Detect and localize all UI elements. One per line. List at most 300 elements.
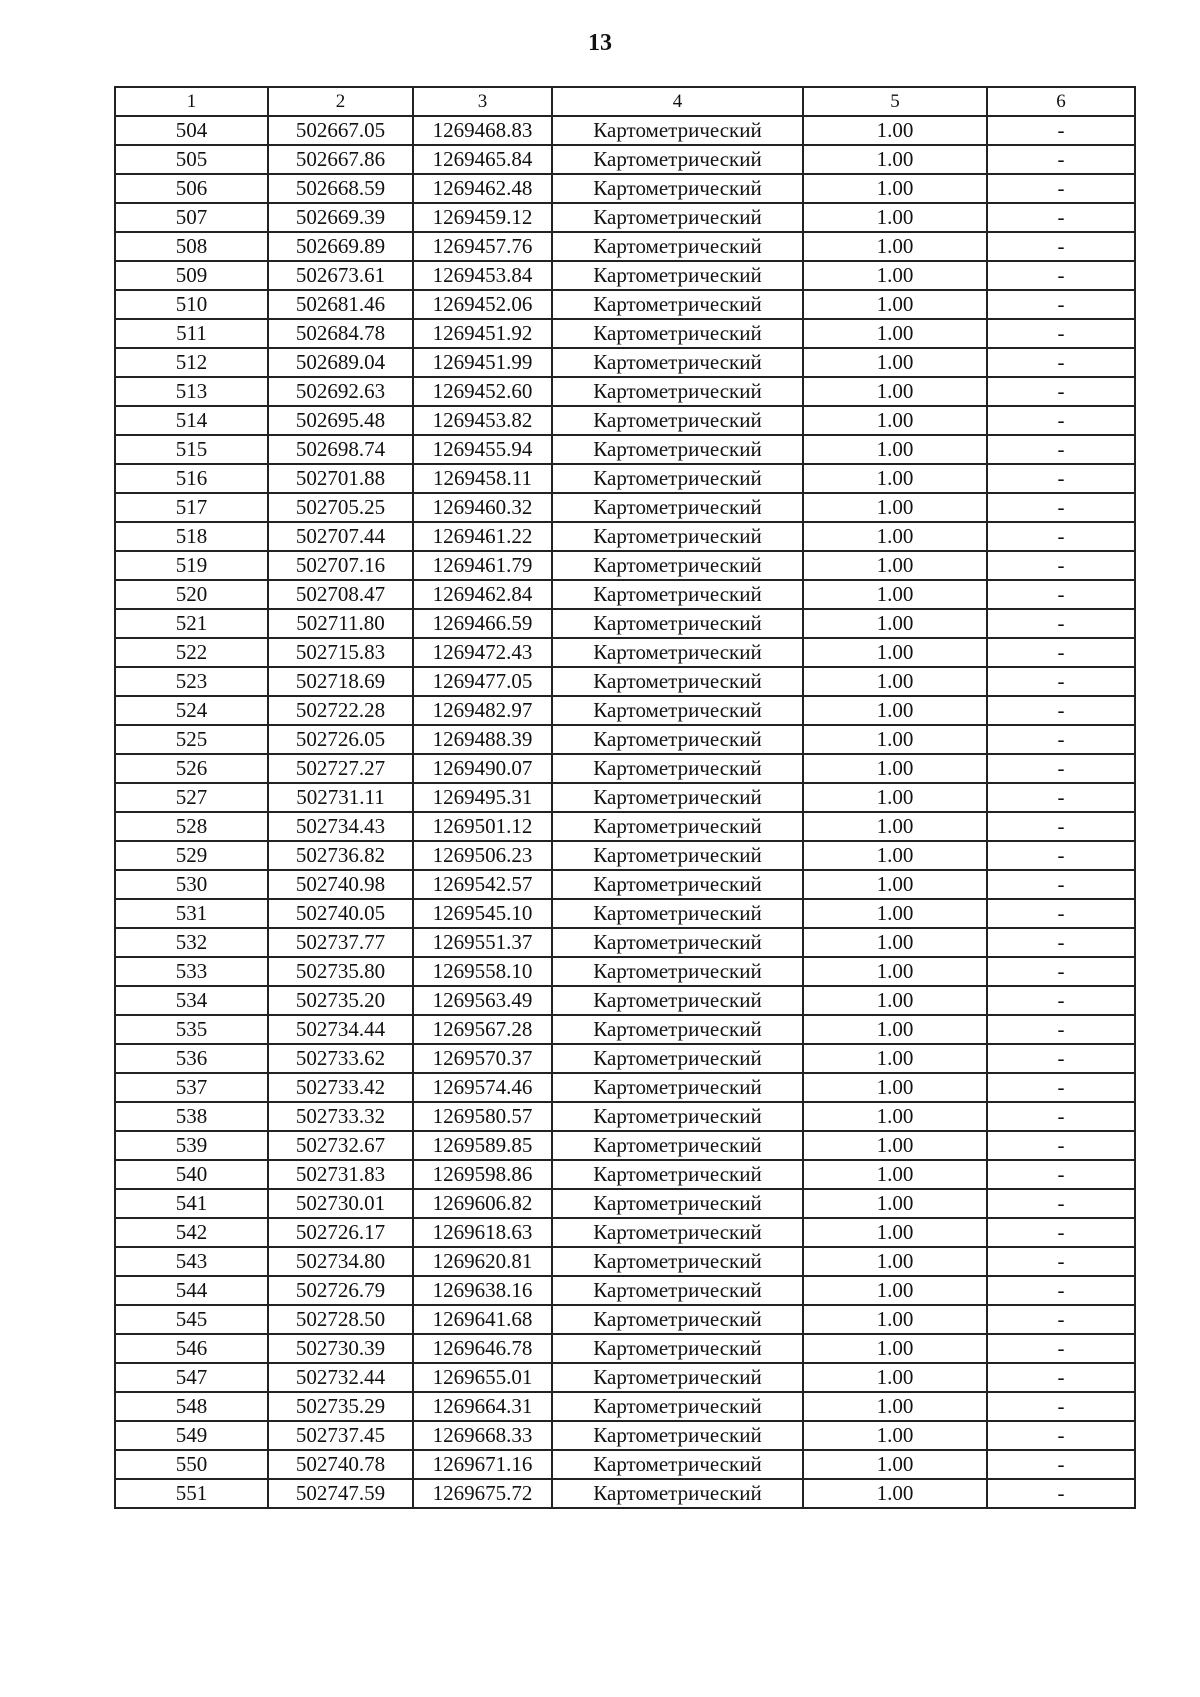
table-row: [115, 174, 1135, 203]
y-coordinate-cell: 1269641.68: [413, 1305, 552, 1334]
point-number-cell: 505: [115, 145, 268, 174]
note-cell: -: [987, 377, 1135, 406]
point-number-cell: 523: [115, 667, 268, 696]
note-cell: -: [987, 957, 1135, 986]
y-coordinate-cell: 1269675.72: [413, 1479, 552, 1508]
note-cell: -: [987, 1334, 1135, 1363]
y-coordinate-cell: 1269457.76: [413, 232, 552, 261]
method-cell: Картометрический: [552, 899, 803, 928]
x-coordinate-cell: 502735.80: [268, 957, 413, 986]
y-coordinate-cell: 1269668.33: [413, 1421, 552, 1450]
method-cell: Картометрический: [552, 1392, 803, 1421]
accuracy-cell: 1.00: [803, 725, 987, 754]
x-coordinate-cell: 502728.50: [268, 1305, 413, 1334]
method-cell: Картометрический: [552, 667, 803, 696]
accuracy-cell: 1.00: [803, 1421, 987, 1450]
x-coordinate-cell: 502673.61: [268, 261, 413, 290]
y-coordinate-cell: 1269563.49: [413, 986, 552, 1015]
y-coordinate-cell: 1269664.31: [413, 1392, 552, 1421]
y-coordinate-cell: 1269451.92: [413, 319, 552, 348]
table-row: [115, 319, 1135, 348]
accuracy-cell: 1.00: [803, 1102, 987, 1131]
table-row: [115, 1247, 1135, 1276]
x-coordinate-cell: 502708.47: [268, 580, 413, 609]
y-coordinate-cell: 1269472.43: [413, 638, 552, 667]
point-number-cell: 533: [115, 957, 268, 986]
y-coordinate-cell: 1269460.32: [413, 493, 552, 522]
x-coordinate-cell: 502689.04: [268, 348, 413, 377]
note-cell: -: [987, 522, 1135, 551]
y-coordinate-cell: 1269466.59: [413, 609, 552, 638]
table-row: [115, 261, 1135, 290]
accuracy-cell: 1.00: [803, 493, 987, 522]
table-row: [115, 986, 1135, 1015]
x-coordinate-cell: 502726.79: [268, 1276, 413, 1305]
note-cell: -: [987, 145, 1135, 174]
note-cell: -: [987, 899, 1135, 928]
y-coordinate-cell: 1269488.39: [413, 725, 552, 754]
point-number-cell: 541: [115, 1189, 268, 1218]
point-number-cell: 524: [115, 696, 268, 725]
table-row: [115, 870, 1135, 899]
note-cell: -: [987, 174, 1135, 203]
note-cell: -: [987, 638, 1135, 667]
y-coordinate-cell: 1269558.10: [413, 957, 552, 986]
x-coordinate-cell: 502667.05: [268, 116, 413, 145]
method-cell: Картометрический: [552, 377, 803, 406]
accuracy-cell: 1.00: [803, 986, 987, 1015]
accuracy-cell: 1.00: [803, 1479, 987, 1508]
x-coordinate-cell: 502733.42: [268, 1073, 413, 1102]
point-number-cell: 512: [115, 348, 268, 377]
accuracy-cell: 1.00: [803, 174, 987, 203]
y-coordinate-cell: 1269655.01: [413, 1363, 552, 1392]
table-row: [115, 232, 1135, 261]
y-coordinate-cell: 1269638.16: [413, 1276, 552, 1305]
y-coordinate-cell: 1269495.31: [413, 783, 552, 812]
y-coordinate-cell: 1269490.07: [413, 754, 552, 783]
y-coordinate-cell: 1269455.94: [413, 435, 552, 464]
y-coordinate-cell: 1269462.48: [413, 174, 552, 203]
point-number-cell: 525: [115, 725, 268, 754]
x-coordinate-cell: 502684.78: [268, 319, 413, 348]
x-coordinate-cell: 502732.67: [268, 1131, 413, 1160]
note-cell: -: [987, 1421, 1135, 1450]
accuracy-cell: 1.00: [803, 899, 987, 928]
table-row: [115, 551, 1135, 580]
method-cell: Картометрический: [552, 348, 803, 377]
note-cell: -: [987, 1160, 1135, 1189]
note-cell: -: [987, 1073, 1135, 1102]
accuracy-cell: 1.00: [803, 928, 987, 957]
note-cell: -: [987, 754, 1135, 783]
accuracy-cell: 1.00: [803, 319, 987, 348]
accuracy-cell: 1.00: [803, 1392, 987, 1421]
accuracy-cell: 1.00: [803, 116, 987, 145]
point-number-cell: 551: [115, 1479, 268, 1508]
method-cell: Картометрический: [552, 1247, 803, 1276]
point-number-cell: 522: [115, 638, 268, 667]
x-coordinate-cell: 502727.27: [268, 754, 413, 783]
x-coordinate-cell: 502734.80: [268, 1247, 413, 1276]
point-number-cell: 507: [115, 203, 268, 232]
table-row: [115, 928, 1135, 957]
x-coordinate-cell: 502692.63: [268, 377, 413, 406]
note-cell: -: [987, 870, 1135, 899]
table-row: [115, 638, 1135, 667]
table-row: [115, 609, 1135, 638]
table-row: [115, 1363, 1135, 1392]
point-number-cell: 530: [115, 870, 268, 899]
x-coordinate-cell: 502707.16: [268, 551, 413, 580]
y-coordinate-cell: 1269606.82: [413, 1189, 552, 1218]
y-coordinate-cell: 1269506.23: [413, 841, 552, 870]
method-cell: Картометрический: [552, 1479, 803, 1508]
table-row: [115, 1450, 1135, 1479]
x-coordinate-cell: 502701.88: [268, 464, 413, 493]
point-number-cell: 517: [115, 493, 268, 522]
table-row: [115, 957, 1135, 986]
y-coordinate-cell: 1269589.85: [413, 1131, 552, 1160]
method-cell: Картометрический: [552, 986, 803, 1015]
accuracy-cell: 1.00: [803, 783, 987, 812]
column-header: 4: [552, 87, 803, 116]
x-coordinate-cell: 502737.77: [268, 928, 413, 957]
accuracy-cell: 1.00: [803, 1450, 987, 1479]
accuracy-cell: 1.00: [803, 377, 987, 406]
point-number-cell: 532: [115, 928, 268, 957]
note-cell: -: [987, 928, 1135, 957]
table-row: [115, 145, 1135, 174]
point-number-cell: 513: [115, 377, 268, 406]
x-coordinate-cell: 502734.44: [268, 1015, 413, 1044]
table-row: [115, 841, 1135, 870]
x-coordinate-cell: 502730.39: [268, 1334, 413, 1363]
x-coordinate-cell: 502722.28: [268, 696, 413, 725]
note-cell: -: [987, 1392, 1135, 1421]
x-coordinate-cell: 502669.89: [268, 232, 413, 261]
method-cell: Картометрический: [552, 493, 803, 522]
point-number-cell: 536: [115, 1044, 268, 1073]
table-row: [115, 116, 1135, 145]
method-cell: Картометрический: [552, 754, 803, 783]
accuracy-cell: 1.00: [803, 754, 987, 783]
table-row: [115, 1073, 1135, 1102]
note-cell: -: [987, 1305, 1135, 1334]
accuracy-cell: 1.00: [803, 667, 987, 696]
y-coordinate-cell: 1269452.06: [413, 290, 552, 319]
accuracy-cell: 1.00: [803, 145, 987, 174]
accuracy-cell: 1.00: [803, 1131, 987, 1160]
table-row: [115, 1189, 1135, 1218]
method-cell: Картометрический: [552, 551, 803, 580]
method-cell: Картометрический: [552, 1218, 803, 1247]
table-row: [115, 1015, 1135, 1044]
method-cell: Картометрический: [552, 1450, 803, 1479]
x-coordinate-cell: 502681.46: [268, 290, 413, 319]
method-cell: Картометрический: [552, 1102, 803, 1131]
point-number-cell: 548: [115, 1392, 268, 1421]
point-number-cell: 545: [115, 1305, 268, 1334]
x-coordinate-cell: 502695.48: [268, 406, 413, 435]
accuracy-cell: 1.00: [803, 696, 987, 725]
y-coordinate-cell: 1269468.83: [413, 116, 552, 145]
table-row: [115, 464, 1135, 493]
x-coordinate-cell: 502726.05: [268, 725, 413, 754]
x-coordinate-cell: 502730.01: [268, 1189, 413, 1218]
y-coordinate-cell: 1269551.37: [413, 928, 552, 957]
point-number-cell: 520: [115, 580, 268, 609]
note-cell: -: [987, 1247, 1135, 1276]
table-row: [115, 377, 1135, 406]
accuracy-cell: 1.00: [803, 348, 987, 377]
method-cell: Картометрический: [552, 174, 803, 203]
table-row: [115, 1131, 1135, 1160]
method-cell: Картометрический: [552, 1305, 803, 1334]
table-row: [115, 522, 1135, 551]
table-row: [115, 203, 1135, 232]
x-coordinate-cell: 502740.78: [268, 1450, 413, 1479]
point-number-cell: 518: [115, 522, 268, 551]
method-cell: Картометрический: [552, 580, 803, 609]
table-header-row: [115, 87, 1135, 116]
method-cell: Картометрический: [552, 1334, 803, 1363]
accuracy-cell: 1.00: [803, 870, 987, 899]
y-coordinate-cell: 1269567.28: [413, 1015, 552, 1044]
method-cell: Картометрический: [552, 290, 803, 319]
y-coordinate-cell: 1269451.99: [413, 348, 552, 377]
table-row: [115, 783, 1135, 812]
y-coordinate-cell: 1269461.79: [413, 551, 552, 580]
column-header: 5: [803, 87, 987, 116]
x-coordinate-cell: 502667.86: [268, 145, 413, 174]
table-row: [115, 580, 1135, 609]
y-coordinate-cell: 1269461.22: [413, 522, 552, 551]
table-row: [115, 1276, 1135, 1305]
note-cell: -: [987, 1479, 1135, 1508]
method-cell: Картометрический: [552, 783, 803, 812]
point-number-cell: 543: [115, 1247, 268, 1276]
y-coordinate-cell: 1269452.60: [413, 377, 552, 406]
method-cell: Картометрический: [552, 1073, 803, 1102]
column-header: 1: [115, 87, 268, 116]
point-number-cell: 511: [115, 319, 268, 348]
note-cell: -: [987, 232, 1135, 261]
method-cell: Картометрический: [552, 957, 803, 986]
x-coordinate-cell: 502747.59: [268, 1479, 413, 1508]
point-number-cell: 546: [115, 1334, 268, 1363]
method-cell: Картометрический: [552, 522, 803, 551]
table-row: [115, 406, 1135, 435]
table-row: [115, 493, 1135, 522]
x-coordinate-cell: 502726.17: [268, 1218, 413, 1247]
accuracy-cell: 1.00: [803, 609, 987, 638]
method-cell: Картометрический: [552, 1276, 803, 1305]
note-cell: -: [987, 493, 1135, 522]
point-number-cell: 527: [115, 783, 268, 812]
table-row: [115, 435, 1135, 464]
accuracy-cell: 1.00: [803, 1218, 987, 1247]
note-cell: -: [987, 319, 1135, 348]
method-cell: Картометрический: [552, 1363, 803, 1392]
accuracy-cell: 1.00: [803, 406, 987, 435]
table-row: [115, 725, 1135, 754]
method-cell: Картометрический: [552, 725, 803, 754]
y-coordinate-cell: 1269618.63: [413, 1218, 552, 1247]
point-number-cell: 516: [115, 464, 268, 493]
method-cell: Картометрический: [552, 464, 803, 493]
table-row: [115, 667, 1135, 696]
note-cell: -: [987, 1044, 1135, 1073]
y-coordinate-cell: 1269570.37: [413, 1044, 552, 1073]
table-row: [115, 1479, 1135, 1508]
point-number-cell: 504: [115, 116, 268, 145]
table-row: [115, 1160, 1135, 1189]
note-cell: -: [987, 406, 1135, 435]
point-number-cell: 550: [115, 1450, 268, 1479]
y-coordinate-cell: 1269598.86: [413, 1160, 552, 1189]
accuracy-cell: 1.00: [803, 435, 987, 464]
point-number-cell: 514: [115, 406, 268, 435]
point-number-cell: 508: [115, 232, 268, 261]
table-row: [115, 696, 1135, 725]
x-coordinate-cell: 502718.69: [268, 667, 413, 696]
note-cell: -: [987, 290, 1135, 319]
point-number-cell: 519: [115, 551, 268, 580]
note-cell: -: [987, 696, 1135, 725]
table-row: [115, 1392, 1135, 1421]
y-coordinate-cell: 1269580.57: [413, 1102, 552, 1131]
point-number-cell: 547: [115, 1363, 268, 1392]
x-coordinate-cell: 502734.43: [268, 812, 413, 841]
y-coordinate-cell: 1269462.84: [413, 580, 552, 609]
point-number-cell: 549: [115, 1421, 268, 1450]
note-cell: -: [987, 812, 1135, 841]
accuracy-cell: 1.00: [803, 203, 987, 232]
accuracy-cell: 1.00: [803, 1044, 987, 1073]
table-row: [115, 1218, 1135, 1247]
note-cell: -: [987, 261, 1135, 290]
method-cell: Картометрический: [552, 841, 803, 870]
method-cell: Картометрический: [552, 870, 803, 899]
method-cell: Картометрический: [552, 1044, 803, 1073]
column-header: 3: [413, 87, 552, 116]
method-cell: Картометрический: [552, 145, 803, 174]
x-coordinate-cell: 502736.82: [268, 841, 413, 870]
accuracy-cell: 1.00: [803, 1334, 987, 1363]
note-cell: -: [987, 1276, 1135, 1305]
method-cell: Картометрический: [552, 928, 803, 957]
accuracy-cell: 1.00: [803, 1160, 987, 1189]
accuracy-cell: 1.00: [803, 1276, 987, 1305]
y-coordinate-cell: 1269646.78: [413, 1334, 552, 1363]
y-coordinate-cell: 1269501.12: [413, 812, 552, 841]
accuracy-cell: 1.00: [803, 290, 987, 319]
x-coordinate-cell: 502715.83: [268, 638, 413, 667]
accuracy-cell: 1.00: [803, 551, 987, 580]
point-number-cell: 515: [115, 435, 268, 464]
x-coordinate-cell: 502740.98: [268, 870, 413, 899]
method-cell: Картометрический: [552, 1131, 803, 1160]
point-number-cell: 540: [115, 1160, 268, 1189]
accuracy-cell: 1.00: [803, 638, 987, 667]
y-coordinate-cell: 1269459.12: [413, 203, 552, 232]
table-row: [115, 899, 1135, 928]
y-coordinate-cell: 1269482.97: [413, 696, 552, 725]
table-row: [115, 754, 1135, 783]
note-cell: -: [987, 116, 1135, 145]
table-body: [115, 87, 1135, 1508]
note-cell: -: [987, 580, 1135, 609]
column-header: 2: [268, 87, 413, 116]
method-cell: Картометрический: [552, 406, 803, 435]
point-number-cell: 534: [115, 986, 268, 1015]
accuracy-cell: 1.00: [803, 812, 987, 841]
point-number-cell: 528: [115, 812, 268, 841]
y-coordinate-cell: 1269545.10: [413, 899, 552, 928]
note-cell: -: [987, 725, 1135, 754]
point-number-cell: 542: [115, 1218, 268, 1247]
point-number-cell: 531: [115, 899, 268, 928]
note-cell: -: [987, 464, 1135, 493]
table-row: [115, 348, 1135, 377]
note-cell: -: [987, 986, 1135, 1015]
method-cell: Картометрический: [552, 319, 803, 348]
x-coordinate-cell: 502707.44: [268, 522, 413, 551]
note-cell: -: [987, 203, 1135, 232]
point-number-cell: 526: [115, 754, 268, 783]
x-coordinate-cell: 502732.44: [268, 1363, 413, 1392]
note-cell: -: [987, 1015, 1135, 1044]
method-cell: Картометрический: [552, 638, 803, 667]
x-coordinate-cell: 502698.74: [268, 435, 413, 464]
table-row: [115, 1334, 1135, 1363]
x-coordinate-cell: 502711.80: [268, 609, 413, 638]
note-cell: -: [987, 435, 1135, 464]
point-number-cell: 544: [115, 1276, 268, 1305]
point-number-cell: 537: [115, 1073, 268, 1102]
accuracy-cell: 1.00: [803, 232, 987, 261]
point-number-cell: 539: [115, 1131, 268, 1160]
point-number-cell: 510: [115, 290, 268, 319]
column-header: 6: [987, 87, 1135, 116]
x-coordinate-cell: 502740.05: [268, 899, 413, 928]
y-coordinate-cell: 1269620.81: [413, 1247, 552, 1276]
accuracy-cell: 1.00: [803, 1189, 987, 1218]
note-cell: -: [987, 551, 1135, 580]
accuracy-cell: 1.00: [803, 522, 987, 551]
method-cell: Картометрический: [552, 232, 803, 261]
y-coordinate-cell: 1269542.57: [413, 870, 552, 899]
table-row: [115, 1305, 1135, 1334]
x-coordinate-cell: 502669.39: [268, 203, 413, 232]
x-coordinate-cell: 502668.59: [268, 174, 413, 203]
y-coordinate-cell: 1269477.05: [413, 667, 552, 696]
note-cell: -: [987, 783, 1135, 812]
note-cell: -: [987, 1102, 1135, 1131]
accuracy-cell: 1.00: [803, 1247, 987, 1276]
accuracy-cell: 1.00: [803, 1363, 987, 1392]
note-cell: -: [987, 609, 1135, 638]
page-number: 13: [588, 30, 612, 56]
method-cell: Картометрический: [552, 203, 803, 232]
accuracy-cell: 1.00: [803, 957, 987, 986]
note-cell: -: [987, 1363, 1135, 1392]
note-cell: -: [987, 1131, 1135, 1160]
accuracy-cell: 1.00: [803, 1073, 987, 1102]
coordinates-table: [114, 86, 1136, 1509]
table-row: [115, 1044, 1135, 1073]
